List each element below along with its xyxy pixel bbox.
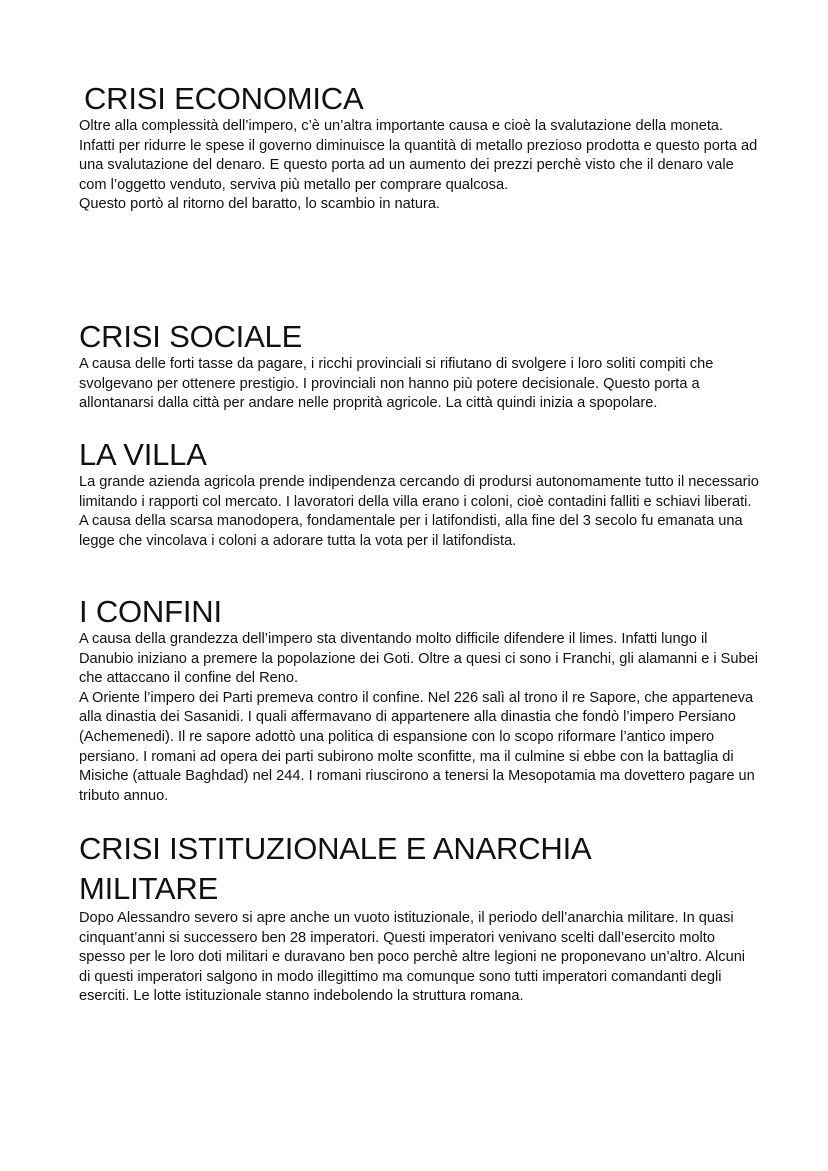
section-la-villa: [79, 437, 759, 551]
section-body: [79, 117, 759, 215]
paragraph: A Oriente l’impero dei Parti premeva contro il confine. Nel 226 salì al trono il re Sapore, che apparteneva alla dinastia dei Sasanidi. I quali affermavano di appartenere alla dinastia che fondò l’impero Persiano (Achemenedi). Il re sapore adottò una politica di espansione con lo scopo riformare l’antico impero persiano. I romani ad opera dei parti subirono molte sconfitte, ma il culmine si ebbe con la battaglia di Misiche (attuale Baghdad) nel 244. I romani riuscirono a tenersi la Mesopotamia ma dovettero pagare un tributo annuo.: [79, 689, 755, 804]
section-body: [79, 355, 759, 414]
section-heading: LA VILLA: [79, 437, 207, 472]
section-heading: CRISI ISTITUZIONALE E ANARCHIA MILITARE: [79, 831, 590, 906]
section-body: [79, 630, 759, 806]
section-crisi-economica: [79, 81, 759, 215]
section-heading: CRISI SOCIALE: [79, 319, 303, 354]
section-crisi-istituzionale: [79, 829, 759, 1007]
paragraph: La grande azienda agricola prende indipendenza cercando di prodursi autonomamente tutto il necessario limitando i rapporti col mercato. I lavoratori della villa erano i coloni, cioè contadini falliti e schiavi liberati. A causa della scarsa manodopera, fondamentale per i latifondisti, alla fine del 3 secolo fu emanata una legge che vincolava i coloni a adorare tutta la vota per il latifondista.: [79, 474, 759, 549]
paragraph: Oltre alla complessità dell’impero, c’è un’altra importante causa e cioè la svalutazione della moneta. Infatti per ridurre le spese il governo diminuisce la quantità di metallo prezioso prodotta e questo porta ad una svalutazione del denaro. E questo porta ad un aumento dei prezzi perchè visto che il denaro vale com l’oggetto venduto, serviva più metallo per comprare qualcosa.: [79, 118, 758, 193]
section-body: [79, 473, 759, 551]
section-heading: CRISI ECONOMICA: [84, 81, 364, 116]
section-crisi-sociale: [79, 319, 759, 414]
paragraph: Dopo Alessandro severo si apre anche un vuoto istituzionale, il periodo dell’anarchia militare. In quasi cinquant’anni si successero ben 28 imperatori. Questi imperatori venivano scelti dall’esercito molto spesso per le loro doti militari e duravano ben poco perchè altre legioni ne proponevano un’altro. Alcuni di questi imperatori salgono in modo illegittimo ma comunque sono tutti imperatori comandanti degli eserciti. Le lotte istituzionale stanno indebolendo la struttura romana.: [79, 910, 746, 1005]
paragraph: A causa delle forti tasse da pagare, i ricchi provinciali si rifiutano di svolgere i loro soliti compiti che svolgevano per ottenere prestigio. I provinciali non hanno più potere decisionale. Questo porta a allontanarsi dalla città per andare nelle proprità agricole. La città quindi inizia a spopolare.: [79, 356, 714, 412]
section-i-confini: [79, 594, 759, 806]
paragraph: A causa della grandezza dell’impero sta diventando molto difficile difendere il limes. Infatti lungo il Danubio iniziano a premere la popolazione dei Goti. Oltre a quesi ci sono i Franchi, gli alamanni e i Subei che attaccano il confine del Reno.: [79, 631, 758, 687]
section-body: [79, 909, 759, 1007]
section-heading: I CONFINI: [79, 594, 222, 629]
paragraph: Questo portò al ritorno del baratto, lo scambio in natura.: [79, 196, 440, 213]
